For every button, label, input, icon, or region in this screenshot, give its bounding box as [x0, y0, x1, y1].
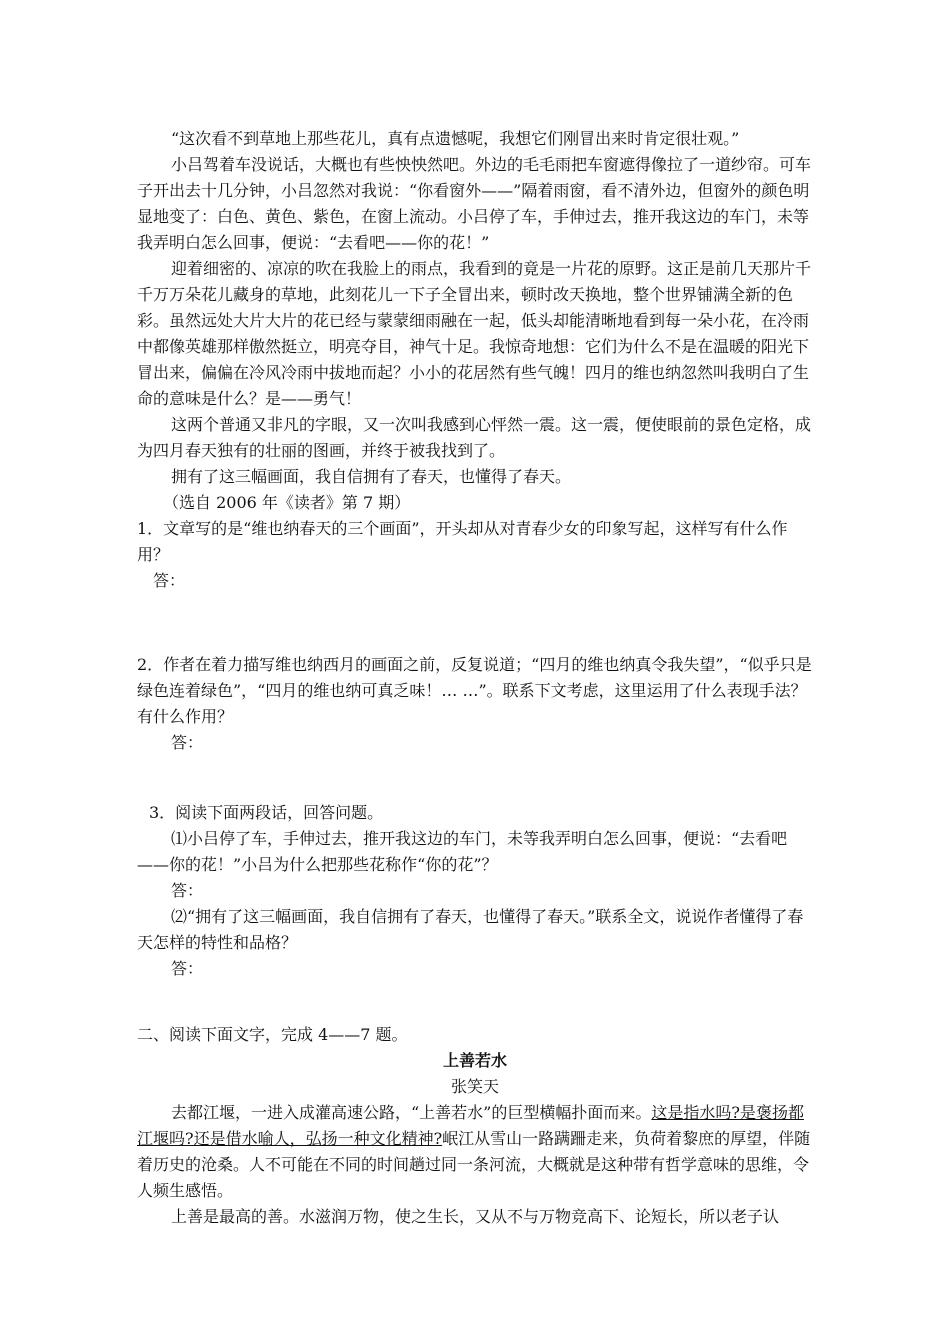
source-note: （选自 2006 年《读者》第 7 期） — [163, 493, 411, 512]
story-paragraph-5: 拥有了这三幅画面，我自信拥有了春天，也懂得了春天。 — [171, 467, 572, 486]
story-paragraph-4: 这两个普通又非凡的字眼，又一次叫我感到心怦然一震。这一震，便使眼前的景色定格，成为四月春天独有的壮丽的图画，并终于被我找到了。 — [137, 415, 812, 460]
article-author: 张笑天 — [450, 1077, 499, 1096]
story-paragraph-2: 小吕驾着车没说话，大概也有些怏怏然吧。外边的毛毛雨把车窗遮得像拉了一道纱帘。可车子开出去十几分钟，小吕忽然对我说：“你看窗外——”隔着雨窗，看不清外边，但窗外的颜色明显地变了：白色、黄色、紫色，在窗上流动。小吕停了车，手伸过去，推开我这边的车门，未等我弄明白怎么回事，便说：“去看吧——你的花！” — [137, 155, 812, 252]
question-2: 2．作者在着力描写维也纳西月的画面之前，反复说道；“四月的维也纳真令我失望”，“似乎只是绿色连着绿色”，“四月的维也纳可真乏味！… …”。联系下文考虑，这里运用了什么表现手法？有什么作用？ — [137, 655, 812, 726]
answer-label-1: 答： — [153, 571, 186, 590]
answer-label-3-2: 答： — [171, 959, 204, 978]
question-1: 1．文章写的是“维也纳春天的三个画面”，开头却从对青春少女的印象写起，这样写有什么作用？ — [137, 519, 788, 564]
section-2-heading: 二、阅读下面文字，完成 4——7 题。 — [137, 1025, 408, 1044]
article-paragraph-1-end: 岷江从雪山一路蹒跚走来，负荷着黎庶的厚望，伴随着历史的沧桑。人不可能在不同的时间趟过同一条河流，大概就是这种带有哲学意味的思维，令人频生感悟。 — [137, 1129, 811, 1200]
story-paragraph-3: 迎着细密的、凉凉的吹在我脸上的雨点，我看到的竟是一片花的原野。这正是前几天那片千千万万朵花儿藏身的草地，此刻花儿一下子全冒出来，顿时改天换地，整个世界铺满全新的色彩。虽然远处大片大片的花已经与蒙蒙细雨融在一起，低头却能清晰地看到每一朵小花，在冷雨中都像英雄那样傲然挺立，明亮夺目，神气十足。我惊奇地想：它们为什么不是在温暖的阳光下冒出来，偏偏在冷风冷雨中拔地而起？小小的花居然有些气魄！四月的维也纳忽然叫我明白了生命的意味是什么？是——勇气！ — [137, 259, 812, 408]
article-paragraph-1 — [137, 1100, 817, 1204]
question-3: 3．阅读下面两段话，回答问题。 — [149, 803, 384, 822]
answer-label-3-1: 答： — [171, 881, 204, 900]
underlined-sentence: 这是指水吗?是褒扬都江堰吗?还是借水喻人，弘扬一种文化精神? — [137, 1103, 804, 1148]
story-paragraph-1: “这次看不到草地上那些花儿，真有点遗憾呢，我想它们刚冒出来时肯定很壮观。” — [171, 129, 740, 148]
question-3-1: ⑴小吕停了车，手伸过去，推开我这边的车门，未等我弄明白怎么回事，便说：“去看吧——你的花！”小吕为什么把那些花称作“你的花”？ — [137, 829, 788, 874]
answer-label-2: 答： — [171, 733, 204, 752]
article-paragraph-2: 上善是最高的善。水滋润万物，使之生长，又从不与万物竞高下、论短长，所以老子认 — [171, 1207, 780, 1226]
article-title: 上善若水 — [442, 1051, 507, 1070]
article-paragraph-1-start: 去都江堰，一进入成灌高速公路，“上善若水”的巨型横幅扑面而来。 — [171, 1103, 652, 1122]
question-3-2: ⑵“拥有了这三幅画面，我自信拥有了春天，也懂得了春天。”联系全文，说说作者懂得了春天怎样的特性和品格？ — [137, 907, 804, 952]
